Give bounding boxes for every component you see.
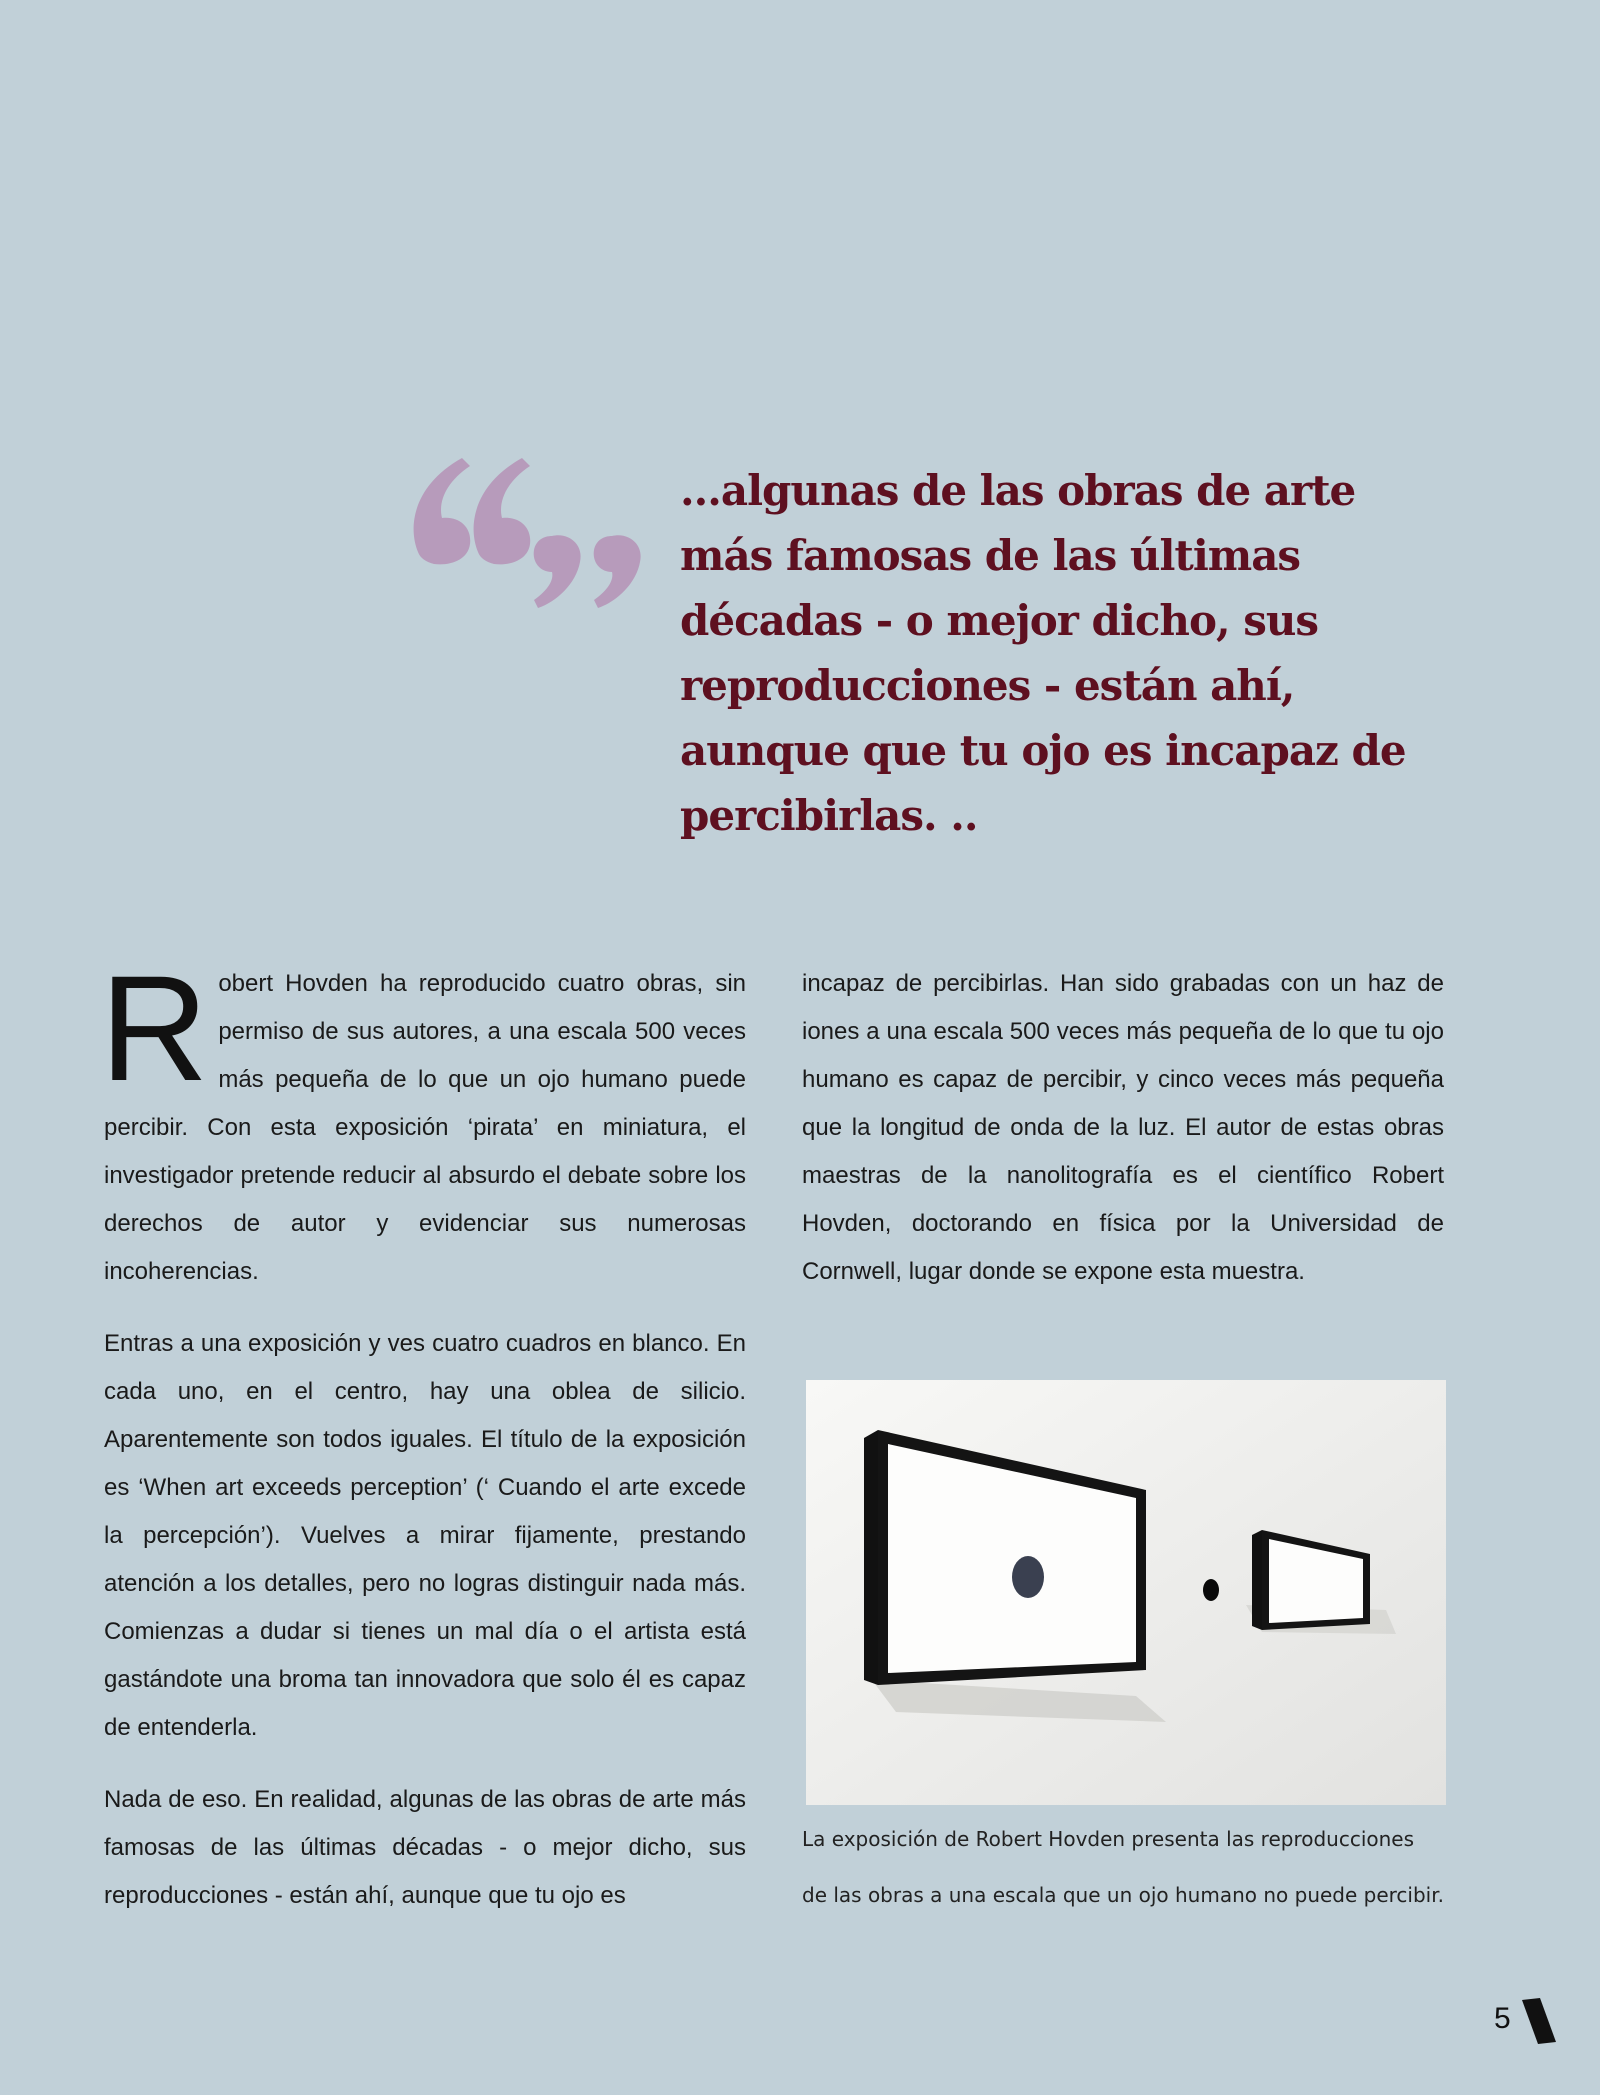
figure-caption-line-1: La exposición de Robert Hovden presenta las reproducciones [802, 1827, 1415, 1851]
article-paragraph-2: Entras a una exposición y ves cuatro cuadros en blanco. En cada uno, en el centro, hay una oblea de silicio. Aparentemente son todos iguales. El título de la exposición es ‘When art exceeds perception’ (‘ Cuando el arte excede la percepción’). Vuelves a mirar fijamente, prestando atención a los detalles, pero no logras distinguir nada más. Comienzas a dudar si tienes un mal día o el artista está gastándote una broma tan innovadora que solo él es capaz de entenderla. [104, 1330, 746, 1741]
article-paragraph-1 [100, 944, 746, 1296]
article-paragraph-4: incapaz de percibirlas. Han sido grabadas con un haz de iones a una escala 500 veces más pequeña de lo que tu ojo humano es capaz de percibir, y cinco veces más pequeña que la longitud de onda de la luz. El autor de estas obras maestras de la nanolitografía es el científico Robert Hovden, doctorando en física por la Universidad de Cornwell, lugar donde se expone esta muestra. [802, 970, 1444, 1285]
quote-marks-icon [400, 440, 670, 620]
article-column-left [100, 944, 746, 1944]
page-number: 5 [1494, 2002, 1511, 2035]
figure-caption [802, 1811, 1452, 1923]
pull-quote-text: ...algunas de las obras de arte más famosas de las últimas décadas - o mejor dicho, sus reproducciones - están ahí, aunque que tu ojo es incapaz de percibirlas. .. [680, 466, 1406, 840]
article-paragraph-3: Nada de eso. En realidad, algunas de las obras de arte más famosas de las últimas décadas - o mejor dicho, sus reproducciones - están ahí, aunque que tu ojo es [104, 1786, 746, 1909]
drop-cap: R [100, 944, 209, 1112]
article-paragraph-1-text: obert Hovden ha reproducido cuatro obras, sin permiso de sus autores, a una escala 500 veces más pequeña de lo que un ojo humano puede percibir. Con esta exposición ‘pirata’ en miniatura, el investigador pretende reducir al absurdo el debate sobre los derechos de autor y evidenciar sus numerosas incoherencias. [104, 970, 746, 1285]
exhibition-photo [806, 1380, 1446, 1805]
pull-quote [400, 440, 1460, 840]
figure-caption-line-2: de las obras a una escala que un ojo humano no puede percibir. [802, 1883, 1444, 1907]
article-column-right [802, 960, 1444, 1320]
exhibition-photo-illustration [806, 1380, 1446, 1805]
page-mark-icon [1522, 1998, 1558, 2046]
